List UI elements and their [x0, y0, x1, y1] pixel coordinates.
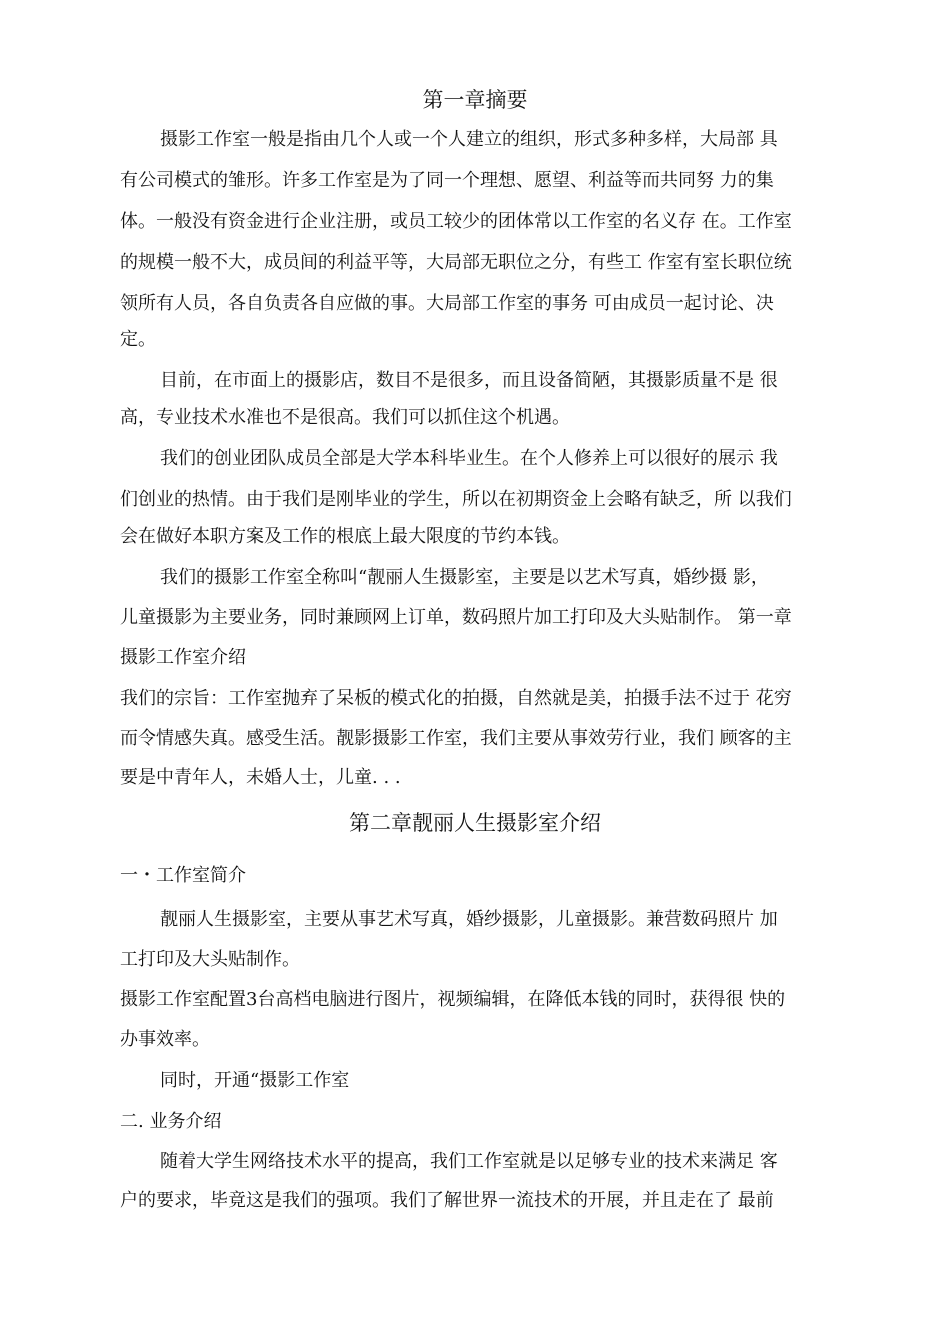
studio-p1-line: 靓丽人生摄影室，主要从事艺术写真，婚纱摄影，儿童摄影。兼营数码照片 加	[160, 909, 778, 930]
purpose-line: 要是中青年人，未婚人士，儿童. . .	[120, 767, 401, 788]
abstract-p3-line: 我们的创业团队成员全部是大学本科毕业生。在个人修养上可以很好的展示 我	[160, 448, 778, 469]
abstract-p4-line: 摄影工作室介绍	[120, 647, 246, 668]
abstract-p1-line: 领所有人员，各自负责各自应做的事。大局部工作室的事务 可由成员一起讨论、决	[120, 293, 774, 314]
abstract-p1-line: 定。	[120, 329, 156, 350]
chapter-1-title: 第一章摘要	[422, 88, 528, 112]
abstract-p1-line: 体。一般没有资金进行企业注册，或员工较少的团体常以工作室的名义存 在。工作室	[120, 211, 792, 232]
studio-p3-line: 同时，开通“摄影工作室	[160, 1070, 350, 1091]
abstract-p1-line: 有公司模式的雏形。许多工作室是为了同一个理想、愿望、利益等而共同努 力的集	[120, 170, 774, 191]
studio-p2-line: 摄影工作室配置3台高档电脑进行图片，视频编辑，在降低本钱的同时，获得很 快的	[120, 989, 786, 1010]
abstract-p2-line: 目前，在市面上的摄影店，数目不是很多，而且设备简陋，其摄影质量不是 很	[160, 370, 778, 391]
abstract-p4-line: 儿童摄影为主要业务，同时兼顾网上订单，数码照片加工打印及大头贴制作。 第一章	[120, 607, 792, 628]
studio-p2-line: 办事效率。	[120, 1029, 210, 1050]
abstract-p2-line: 高，专业技术水准也不是很高。我们可以抓住这个机遇。	[120, 407, 570, 428]
abstract-p1-line: 摄影工作室一般是指由几个人或一个人建立的组织，形式多种多样，大局部 具	[160, 129, 778, 150]
section-1-title: 一・工作室简介	[120, 865, 246, 886]
purpose-line: 我们的宗旨：工作室抛弃了呆板的模式化的拍摄，自然就是美，拍摄手法不过于 花穷	[120, 688, 792, 709]
purpose-line: 而令情感失真。感受生活。靓影摄影工作室，我们主要从事效劳行业，我们 顾客的主	[120, 728, 792, 749]
abstract-p3-line: 会在做好本职方案及工作的根底上最大限度的节约本钱。	[120, 526, 570, 547]
abstract-p3-line: 们创业的热情。由于我们是刚毕业的学生，所以在初期资金上会略有缺乏，所 以我们	[120, 489, 792, 510]
business-p1-line: 随着大学生网络技术水平的提高，我们工作室就是以足够专业的技术来满足 客	[160, 1151, 778, 1172]
studio-p1-line: 工打印及大头贴制作。	[120, 949, 300, 970]
chapter-2-title: 第二章靓丽人生摄影室介绍	[349, 811, 601, 835]
abstract-p1-line: 的规模一般不大，成员间的利益平等，大局部无职位之分，有些工 作室有室长职位统	[120, 252, 792, 273]
business-p1-line: 户的要求，毕竟这是我们的强项。我们了解世界一流技术的开展，并且走在了 最前	[120, 1190, 774, 1211]
abstract-p4-line: 我们的摄影工作室全称叫“靓丽人生摄影室，主要是以艺术写真，婚纱摄 影，	[160, 567, 769, 588]
section-2-title: 二. 业务介绍	[120, 1111, 222, 1132]
